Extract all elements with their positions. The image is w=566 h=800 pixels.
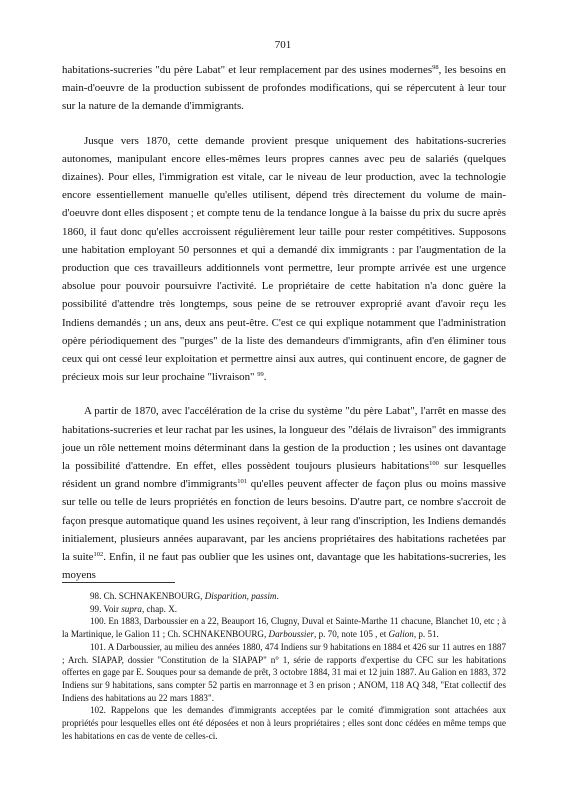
footnote-reference: 99 (257, 371, 264, 379)
footnote-100 (62, 615, 506, 640)
paragraph-text: sur lesquelles résident un grand nombre d'immigrants (62, 460, 506, 491)
footnote-text: . (276, 591, 279, 601)
footnote-separator (62, 582, 175, 583)
footnote-101 (62, 641, 506, 705)
footnote-text: , p. 51. (413, 629, 439, 640)
page-number: 701 (274, 39, 292, 51)
footnote-italic: Galion (388, 629, 414, 640)
paragraph-text: A partir de 1870, avec l'accélération de la crise du système "du père Labat", l'arrêt en masse des habitations-sucreries et leur rachat par les usines, la longueur des "délais de livraison" des immigrants joue un rôle nettement moins déterminant dans la gestion de la production ; les usines ont davantage la possibilité d'attendre. En effet, elles possèdent toujours plusieurs habitations (62, 405, 506, 473)
body-text (62, 61, 506, 600)
footnote-102 (62, 704, 506, 742)
paragraph-text: . Enfin, il ne faut pas oublier que les usines ont, davantage que les habitations-sucreries, les moyens (62, 551, 507, 582)
footnote-text: 100. En 1883, Darboussier en a 22, Beauport 16, Clugny, Duval et Sainte-Marthe 11 chacune, Blanchet 10, etc ; à la Martinique, le Galion 11 ; Ch. SCHNAKENBOURG, (62, 616, 506, 640)
paragraph-1 (62, 61, 506, 116)
footnote-italic: supra (121, 603, 142, 614)
footnotes (62, 590, 506, 742)
footnote-reference: 98 (432, 64, 439, 71)
paragraph-3 (62, 402, 506, 584)
footnote-98 (62, 590, 506, 603)
footnote-reference: 100 (429, 460, 439, 468)
paragraph-text: . (263, 371, 267, 384)
footnote-text: , chap. X. (141, 603, 178, 614)
footnote-99 (62, 603, 506, 616)
paragraph-text: qu'elles peuvent affecter de façon plus ou moins massive sur telle ou telle de leurs propriétés en fonction de leurs besoins. D'autre part, ce nombre s'accroit de façon presque automatique quand les usines reçoivent, à leur rang d'inscription, les Indiens demandés initialement, plusieurs années auparavant, par les anciens propriétaires des habitations rachetées par la suite (62, 478, 506, 564)
paragraph-text: Jusque vers 1870, cette demande provient presque uniquement des habitations-sucreries autonomes, manipulant encore elles-mêmes leurs propres cannes avec peu de salariés (quelques dizaines). Pour elles, l'immigration est vitale, car le niveau de leur production, avec la technologie encore essentiellement manuelle qu'elles utilisent, dépend très directement du volume de main-d'oeuvre dont elles disposent ; et compte tenu de la tendance longue à la baisse du prix du sucre après 1860, il faut donc qu'elles accroissent régulièrement leur taille pour rester compétitives. Supposons une habitation employant 50 personnes et qui a demandé dix immigrants : par l'augmentation de la production que ces travailleurs additionnels vont permettre, leur prompte arrivée est une urgence absolue pour pouvoir poursuivre l'activité. Le propriétaire de cette habitation n'a donc guère la possibilité d'attendre très longtemps, sous peine de se retrouver exproprié avant d'avoir reçu les Indiens demandés ; un ans, deux ans peut-être. C'est ce qui explique notamment que l'administration opère périodiquement des "purges" de la liste des demandeurs d'immigrants, afin d'en éliminer tous ceux qui ont cessé leur exploitation et permettre ainsi aux autres, qui continuent encore, de gagner de précieux mois sur leur prochaine "livraison" (62, 134, 506, 384)
footnote-text: 99. Voir (90, 603, 122, 614)
footnote-text: , p. 70, note 105 , et (314, 629, 389, 640)
footnote-reference: 102 (93, 551, 104, 559)
footnote-text: 98. Ch. SCHNAKENBOURG, (90, 591, 205, 601)
footnote-text: 102. Rappelons que les demandes d'immigrants acceptées par le comité d'immigration sont attachées aux propriétés pour lesquelles elles ont été déposées et non à leurs propriétaires ; elles sont donc cédées en même temps que les habitations en cas de vente de celles-ci. (62, 705, 506, 741)
paragraph-text: habitations-sucreries "du père Labat" et leur remplacement par des usines modernes (62, 64, 433, 76)
footnote-italic: Darboussier (268, 629, 315, 640)
footnote-italic: Disparition, passim (204, 591, 277, 601)
paragraph-2 (62, 132, 506, 387)
paragraph-text: , les besoins en main-d'oeuvre de la production subissent de profondes modifications, qui se répercutent à leur tour sur la nature de la demande d'immigrants. (62, 64, 506, 113)
footnote-text: 101. A Darboussier, au milieu des années 1880, 474 Indiens sur 9 habitations en 1884 et 426 sur 11 autres en 1887 ; Arch. SIAPAP, dossier "Constitution de la SIAPAP" n° 1, série de rapports d'expertise du CFC sur les habitations offertes en gage par E. Souques pour sa demande de prêt, 3 octobre 1884, 31 mai et 12 juin 1887. Au Galion en 1883, 372 Indiens sur 9 habitations, sans compter 52 partis en marronnage et 3 en prison ; ANOM, 118 AQ 348, "Etat collectif des Indiens des habitations au 22 mars 1883". (62, 641, 506, 703)
footnote-reference: 101 (237, 478, 248, 486)
